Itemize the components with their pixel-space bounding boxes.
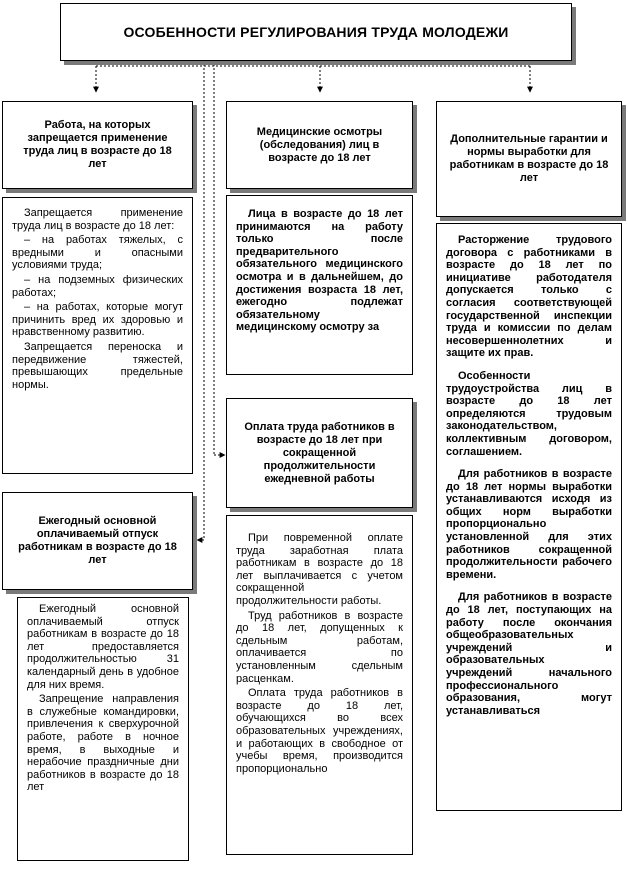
prohibited-work-heading: Работа, на которых запрещается применение труда лиц в возрасте до 18 лет: [23, 119, 172, 170]
medical-heading: Медицинские осмотры (обследования) лиц в возрасте до 18 лет: [256, 125, 383, 164]
leave-heading: Ежегодный основной оплачиваемый отпуск работникам в возрасте до 18 лет: [18, 515, 177, 566]
leave-heading-box: [2, 492, 193, 590]
medical-body: [226, 195, 413, 375]
guarantees-text: Для работников в возрасте до 18 лет, поступающих на работу после окончания общеобразовательных учреждений и образовательных учреждений начального профессионального образования, могут устанавливаться: [446, 591, 612, 717]
guarantees-text: Расторжение трудового договора с работниками в возрасте до 18 лет по инициативе работодателя допускается только с согласия соответствующей государственной инспекции труда и комиссии по делам несовершеннолетних и защите их прав.: [446, 234, 612, 360]
payment-body: [226, 515, 413, 855]
guarantees-text: Особенности трудоустройства лиц в возрасте до 18 лет определяются трудовым законодательством, коллективным договором, соглашением.: [446, 369, 612, 458]
prohibited-work-text: – на работах тяжелых, с вредными и опасными условиями труда;: [12, 234, 183, 272]
leave-text: Ежегодный основной оплачиваемый отпуск работникам в возрасте до 18 лет предоставляется продолжительностью 31 календарный день в удобное для них время.: [27, 603, 179, 691]
prohibited-work-body: [2, 197, 193, 474]
guarantees-text: Для работников в возрасте до 18 лет нормы выработки устанавливаются исходя из общих норм выработки пропорционально установленной для этих работников сокращенной продолжительности рабочего времени.: [446, 468, 612, 581]
prohibited-work-text: Запрещается переноска и передвижение тяжестей, превышающих предельные нормы.: [12, 340, 183, 391]
prohibited-work-text: Запрещается применение труда лиц в возрасте до 18 лет:: [12, 207, 183, 232]
guarantees-heading-box: [436, 101, 622, 217]
payment-text: Труд работников в возрасте до 18 лет, допущенных к сдельным работам, оплачивается по установленным сдельным расценкам.: [236, 609, 403, 685]
medical-heading-box: [226, 101, 413, 189]
guarantees-body: [436, 223, 622, 811]
diagram-title: ОСОБЕННОСТИ РЕГУЛИРОВАНИЯ ТРУДА МОЛОДЕЖИ: [123, 24, 509, 40]
prohibited-work-text: – на работах, которые могут причинить вред их здоровью и нравственному развитию.: [12, 301, 183, 339]
prohibited-work-text: – на подземных физических работах;: [12, 273, 183, 299]
medical-text: Лица в возрасте до 18 лет принимаются на работу только после предварительного обязательного медицинского осмотра и в дальнейшем, до достижения возраста 18 лет, ежегодно подлежат обязательному медицинскому осмотру за: [236, 208, 403, 334]
payment-text: Оплата труда работников в возрасте до 18 лет, обучающихся во всех образовательных учреждениях, и работающих в свободное от учебы время, производится пропорционально: [236, 687, 403, 775]
payment-text: При повременной оплате труда заработная плата работникам в возрасте до 18 лет выплачивается с учетом сокращенной продолжительности работы.: [236, 532, 403, 607]
payment-heading-box: [226, 398, 413, 508]
payment-heading: Оплата труда работников в возрасте до 18 лет при сокращенной продолжительности ежедневной работы: [244, 420, 395, 485]
leave-body: [17, 597, 189, 861]
title-box: [60, 3, 572, 61]
guarantees-heading: Дополнительные гарантии и нормы выработки для работникам в возрасте до 18 лет: [449, 133, 609, 184]
prohibited-work-heading-box: [2, 101, 193, 189]
leave-text: Запрещение направления в служебные командировки, привлечения к сверхурочной работе, работе в ночное время, в выходные и нерабочие праздничные дни работников в возрасте до 18 лет: [27, 693, 179, 794]
